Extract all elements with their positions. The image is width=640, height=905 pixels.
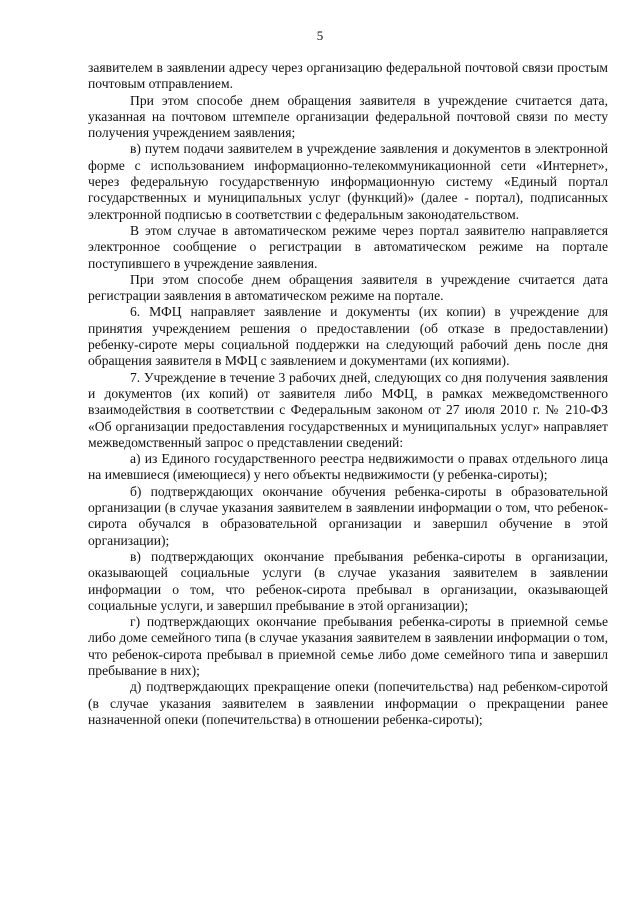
paragraph-portal-date: При этом способе днем обращения заявителя в учреждение считается дата регистрации заявления в автоматическом режиме на портале.	[88, 271, 608, 304]
paragraph-item-6: 6. МФЦ направляет заявление и документы (их копии) в учреждение для принятия учреждением решения о предоставлении (об отказе в предоставлении) ребенку-сироте меры социальной поддержки на следующий рабочий день после дня обращения заявителя в МФЦ с заявлением и документами (их копиями).	[88, 304, 608, 369]
paragraph-subitem-a: а) из Единого государственного реестра недвижимости о правах отдельного лица на имевшиеся (имеющиеся) у него объекты недвижимости (у ребенка-сироты);	[88, 451, 608, 483]
paragraph-subitem-b: б) подтверждающих окончание обучения ребенка-сироты в образовательной организации (в случае указания заявителем в заявлении информации о том, что ребенок-сирота обучался в образовательной организации и завершил обучение в этой организации);	[88, 483, 608, 548]
paragraph-portal-notification: В этом случае в автоматическом режиме через портал заявителю направляется электронное сообщение о регистрации в автоматическом режиме на портале поступившего в учреждение заявления.	[88, 222, 608, 271]
page-number: 5	[316, 28, 324, 43]
document-body	[88, 60, 608, 728]
paragraph-mail-continuation: заявителем в заявлении адресу через организацию федеральной почтовой связи простым почтовым отправлением.	[88, 60, 608, 92]
paragraph-subitem-v: в) подтверждающих окончание пребывания ребенка-сироты в организации, оказывающей социальные услуги (в случае указания заявителем в заявлении информации о том, что ребенок-сирота пребывал в организации, оказывающей социальные услуги, и завершил пребывание в этой организации);	[88, 548, 608, 613]
paragraph-subitem-d: д) подтверждающих прекращение опеки (попечительства) над ребенком-сиротой (в случае указания заявителем в заявлении информации о прекращении ранее назначенной опеки (попечительства) в отношении ребенка-сироты);	[88, 679, 608, 727]
paragraph-item-7: 7. Учреждение в течение 3 рабочих дней, следующих со дня получения заявления и документов (их копий) от заявителя либо МФЦ, в рамках межведомственного взаимодействия в соответствии с Федеральным законом от 27 июля 2010 г. № 210-ФЗ «Об организации предоставления государственных и муниципальных услуг» направляет межведомственный запрос о представлении сведений:	[88, 369, 608, 450]
paragraph-mail-date: При этом способе днем обращения заявителя в учреждение считается дата, указанная на почтовом штемпеле организации федеральной почтовой связи по месту получения учреждением заявления;	[88, 92, 608, 141]
paragraph-subitem-g: г) подтверждающих окончание пребывания ребенка-сироты в приемной семье либо доме семейного типа (в случае указания заявителем в заявлении информации о том, что ребенок-сирота пребывал в приемной семье либо доме семейного типа и завершил пребывание в них);	[88, 614, 608, 678]
paragraph-portal-submission: в) путем подачи заявителем в учреждение заявления и документов в электронной форме с использованием информационно-телекоммуникационной сети «Интернет», через федеральную государственную информационную систему «Единый портал государственных и муниципальных услуг (функций)» (далее - портал), подписанных электронной подписью в соответствии с федеральным законодательством.	[88, 141, 608, 222]
